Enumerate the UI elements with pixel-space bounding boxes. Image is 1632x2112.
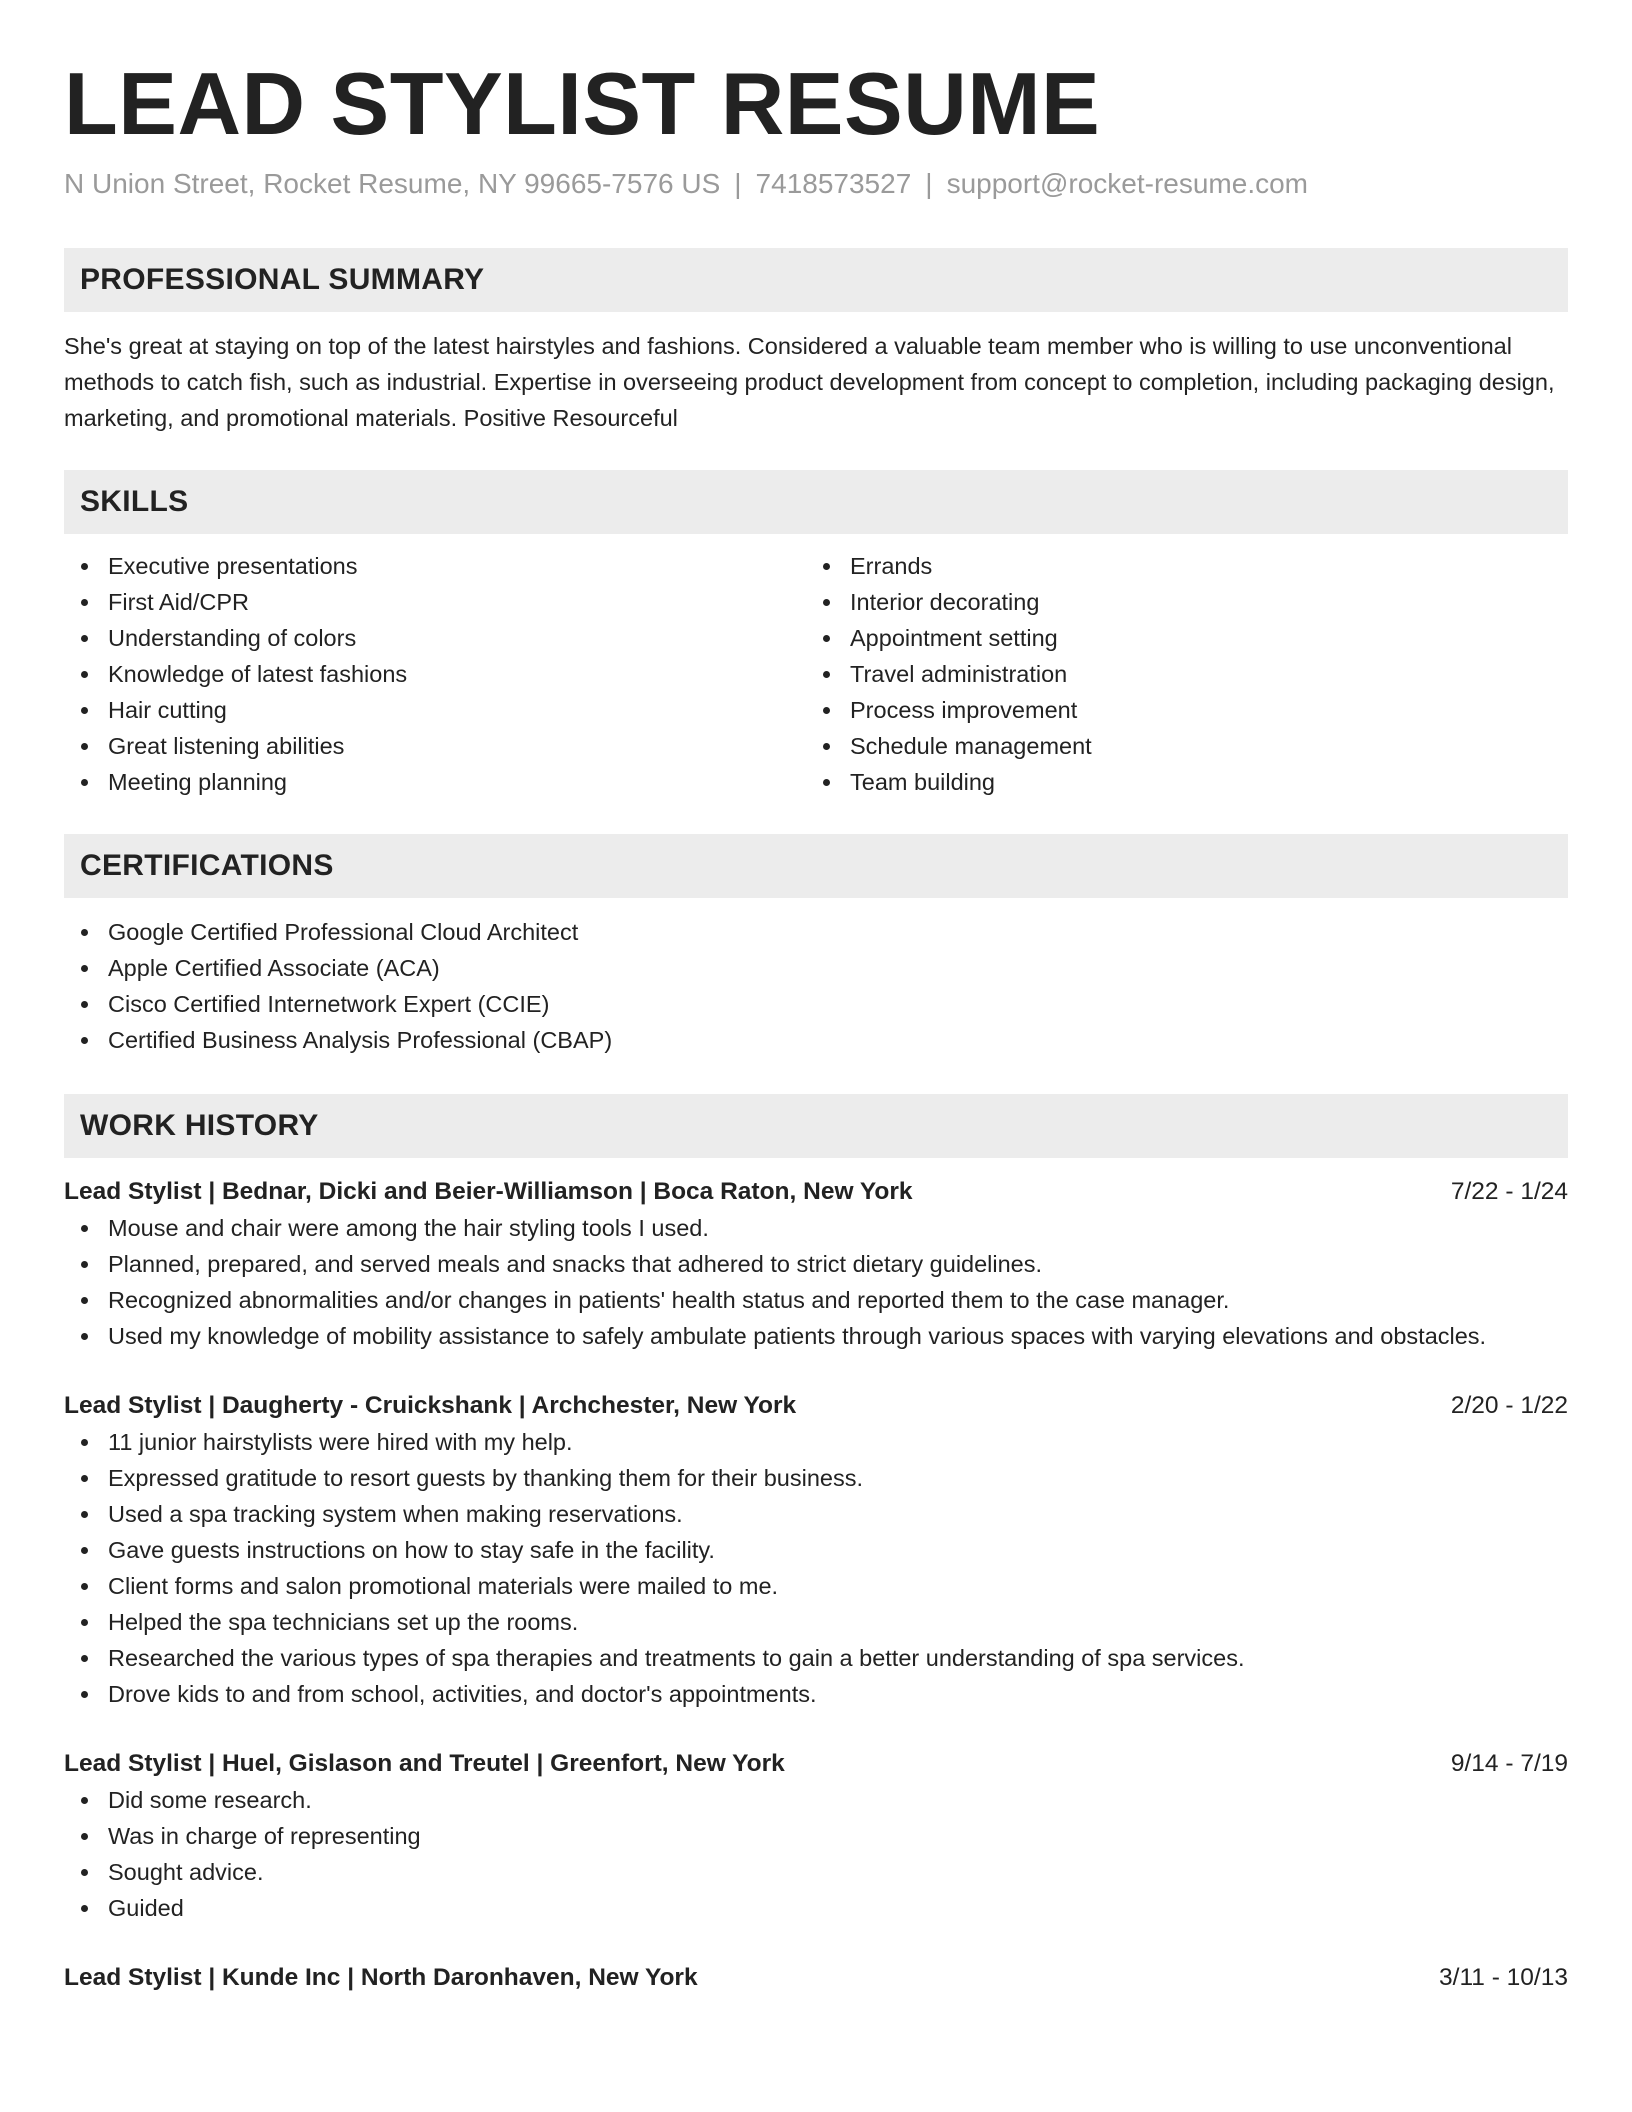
- job-title-company: Lead Stylist | Kunde Inc | North Daronhaven, New York: [64, 1964, 698, 1991]
- skills-left-list: [64, 548, 806, 800]
- job-bullet: Client forms and salon promotional materials were mailed to me.: [64, 1568, 1568, 1604]
- job-title-company: Lead Stylist | Bednar, Dicki and Beier-Williamson | Boca Raton, New York: [64, 1178, 913, 1205]
- job-bullets: [64, 1424, 1568, 1712]
- contact-line: [64, 166, 1568, 202]
- certification-item: Cisco Certified Internetwork Expert (CCIE): [64, 986, 1568, 1022]
- job-bullet: Was in charge of representing: [64, 1818, 1568, 1854]
- job-entry: [64, 1960, 1568, 1996]
- job-title-company: Lead Stylist | Daugherty - Cruickshank | Archchester, New York: [64, 1392, 797, 1419]
- skill-item: Meeting planning: [64, 764, 806, 800]
- job-dates: 9/14 - 7/19: [1450, 1750, 1568, 1777]
- skill-item: Appointment setting: [806, 620, 1548, 656]
- contact-email: support@rocket-resume.com: [946, 168, 1308, 199]
- skills-columns: [64, 548, 1568, 800]
- summary-section-header: PROFESSIONAL SUMMARY: [64, 248, 1568, 312]
- contact-separator: |: [734, 168, 742, 199]
- job-bullet: Expressed gratitude to resort guests by thanking them for their business.: [64, 1460, 1568, 1496]
- job-title-company: Lead Stylist | Huel, Gislason and Treutel | Greenfort, New York: [64, 1750, 785, 1777]
- contact-address: N Union Street, Rocket Resume, NY 99665-7576 US: [64, 168, 721, 199]
- job-bullet: Did some research.: [64, 1782, 1568, 1818]
- job-bullet: 11 junior hairstylists were hired with my help.: [64, 1424, 1568, 1460]
- certification-item: Google Certified Professional Cloud Architect: [64, 914, 1568, 950]
- contact-phone: 7418573527: [755, 168, 912, 199]
- certification-item: Apple Certified Associate (ACA): [64, 950, 1568, 986]
- skills-right-list: [806, 548, 1548, 800]
- job-bullet: Mouse and chair were among the hair styling tools I used.: [64, 1210, 1568, 1246]
- skills-section-header: SKILLS: [64, 470, 1568, 534]
- certifications-list: [64, 914, 1568, 1058]
- job-bullet: Drove kids to and from school, activities, and doctor's appointments.: [64, 1676, 1568, 1712]
- skill-item: Travel administration: [806, 656, 1548, 692]
- job-bullet: Guided: [64, 1890, 1568, 1926]
- skill-item: Process improvement: [806, 692, 1548, 728]
- skill-item: Errands: [806, 548, 1548, 584]
- job-bullet: Sought advice.: [64, 1854, 1568, 1890]
- job-bullet: Used my knowledge of mobility assistance to safely ambulate patients through various spaces with varying elevations and obstacles.: [64, 1318, 1568, 1354]
- job-bullets: [64, 1782, 1568, 1926]
- job-bullet: Helped the spa technicians set up the rooms.: [64, 1604, 1568, 1640]
- job-bullets: [64, 1210, 1568, 1354]
- skill-item: Knowledge of latest fashions: [64, 656, 806, 692]
- job-bullet: Planned, prepared, and served meals and snacks that adhered to strict dietary guidelines.: [64, 1246, 1568, 1282]
- job-dates: 7/22 - 1/24: [1450, 1178, 1568, 1205]
- skill-item: Great listening abilities: [64, 728, 806, 764]
- job-bullet: Recognized abnormalities and/or changes in patients' health status and reported them to the case manager.: [64, 1282, 1568, 1318]
- job-header: [64, 1388, 1568, 1424]
- skill-item: Team building: [806, 764, 1548, 800]
- job-bullet: Used a spa tracking system when making reservations.: [64, 1496, 1568, 1532]
- summary-text: She's great at staying on top of the latest hairstyles and fashions. Considered a valuable team member who is willing to use unconventional methods to catch fish, such as industrial. Expertise in overseeing product development from concept to completion, including packaging design, marketing, and promotional materials. Positive Resourceful: [64, 333, 1555, 431]
- job-header: [64, 1960, 1568, 1996]
- resume-title: LEAD STYLIST RESUME: [64, 54, 1101, 153]
- skill-item: Schedule management: [806, 728, 1548, 764]
- certification-item: Certified Business Analysis Professional (CBAP): [64, 1022, 1568, 1058]
- skill-item: Executive presentations: [64, 548, 806, 584]
- contact-separator: |: [925, 168, 933, 199]
- work-history-section-header: WORK HISTORY: [64, 1094, 1568, 1158]
- job-dates: 2/20 - 1/22: [1450, 1392, 1568, 1419]
- job-entry: [64, 1746, 1568, 1926]
- job-dates: 3/11 - 10/13: [1439, 1964, 1568, 1991]
- job-entry: [64, 1174, 1568, 1354]
- skill-item: Interior decorating: [806, 584, 1548, 620]
- resume-page: [64, 0, 1568, 1996]
- job-entry: [64, 1388, 1568, 1712]
- job-header: [64, 1174, 1568, 1210]
- certifications-section-header: CERTIFICATIONS: [64, 834, 1568, 898]
- skill-item: Hair cutting: [64, 692, 806, 728]
- job-bullet: Researched the various types of spa therapies and treatments to gain a better understanding of spa services.: [64, 1640, 1568, 1676]
- skill-item: First Aid/CPR: [64, 584, 806, 620]
- skill-item: Understanding of colors: [64, 620, 806, 656]
- job-bullet: Gave guests instructions on how to stay safe in the facility.: [64, 1532, 1568, 1568]
- job-header: [64, 1746, 1568, 1782]
